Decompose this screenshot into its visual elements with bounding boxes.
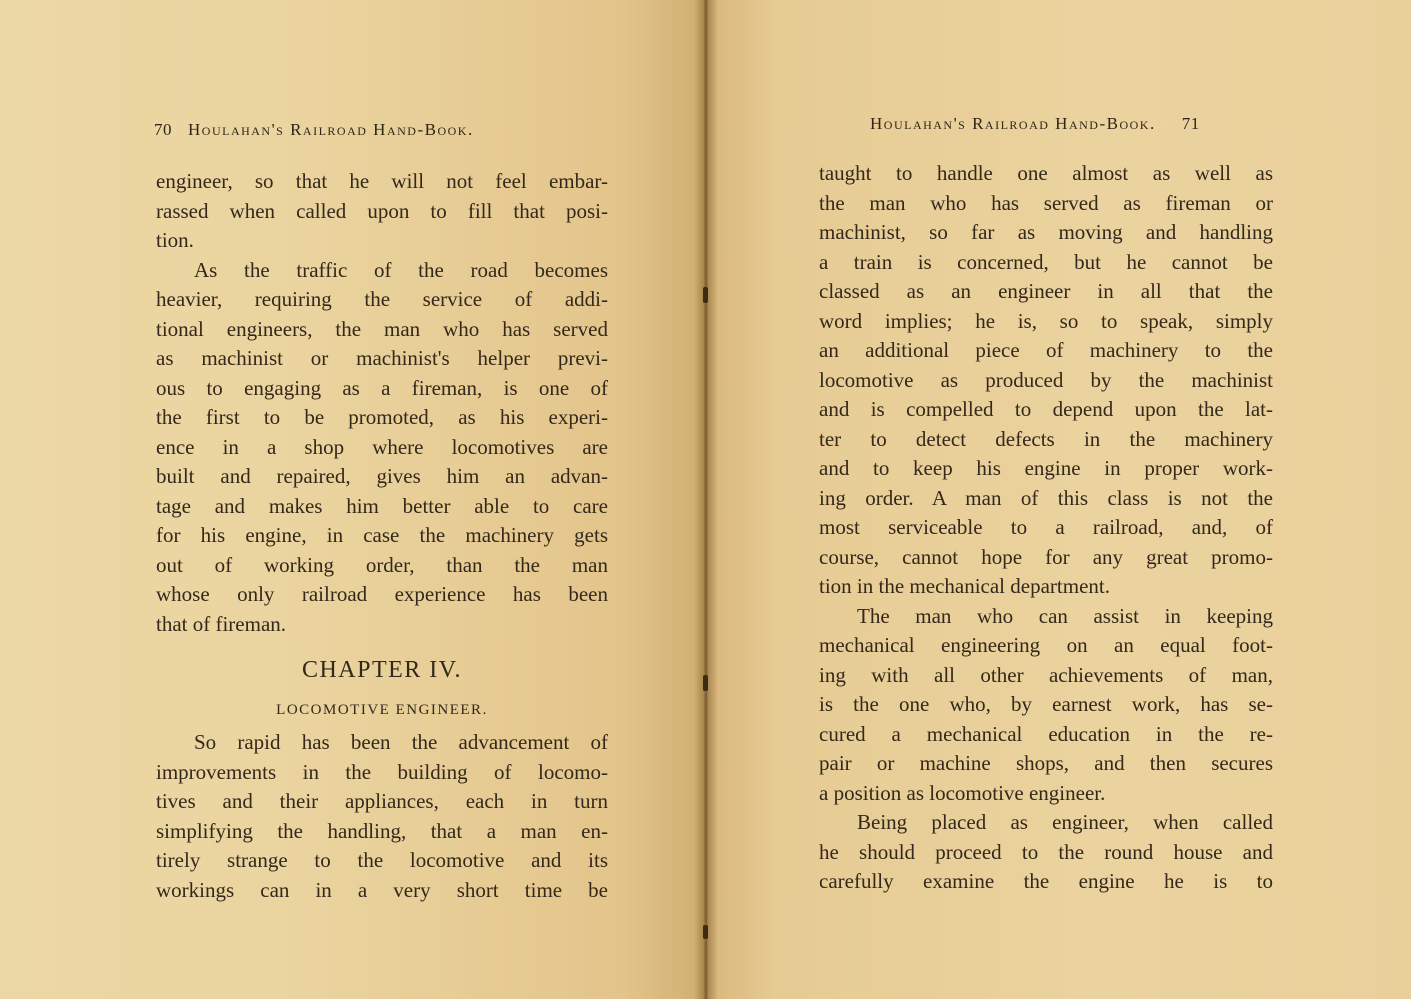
left-running-title: Houlahan's Railroad Hand-Book. [188, 120, 474, 139]
text-line: cured a mechanical education in the re- [819, 721, 1273, 746]
text-line: Being placed as engineer, when called [857, 810, 1273, 834]
text-line: a train is concerned, but he cannot be [819, 249, 1273, 274]
chapter-subtitle: LOCOMOTIVE ENGINEER. [276, 702, 488, 718]
text-line: tives and their appliances, each in turn [156, 789, 608, 813]
text-line: and is compelled to depend upon the lat- [819, 397, 1273, 421]
text-line: for his engine, in case the machinery gets [156, 523, 608, 547]
binding-thread [703, 925, 708, 939]
text-line: built and repaired, gives him an advan- [156, 464, 608, 488]
text-line: carefully examine the engine he is to [819, 869, 1273, 893]
text-line: ing order. A man of this class is not the [819, 485, 1273, 510]
text-line: an additional piece of machinery to the [819, 338, 1273, 362]
text-line: the first to be promoted, as his experi- [156, 405, 608, 429]
text-line: taught to handle one almost as well as [819, 161, 1273, 185]
right-running-head [870, 114, 1200, 134]
text-line: the man who has served as fireman or [819, 190, 1273, 215]
text-line: word implies; he is, so to speak, simply [819, 308, 1273, 333]
text-line: classed as an engineer in all that the [819, 279, 1273, 303]
text-line: locomotive as produced by the machinist [819, 367, 1273, 392]
right-running-title: Houlahan's Railroad Hand-Book. [870, 114, 1156, 133]
binding-thread [703, 287, 708, 303]
text-line: course, cannot hope for any great promo- [819, 544, 1273, 569]
text-line: ter to detect defects in the machinery [819, 426, 1273, 451]
text-line: as machinist or machinist's helper previ- [156, 346, 608, 370]
text-line: mechanical engineering on an equal foot- [819, 633, 1273, 657]
binding-thread [703, 675, 708, 691]
text-line: ing with all other achievements of man, [819, 662, 1273, 687]
left-page-number: 70 [154, 120, 172, 139]
text-line: tion. [156, 228, 194, 252]
text-line: most serviceable to a railroad, and, of [819, 515, 1273, 539]
text-line: tional engineers, the man who has served [156, 316, 608, 341]
text-line: a position as locomotive engineer. [819, 780, 1106, 805]
left-lower-text [156, 728, 608, 905]
right-page [706, 0, 1411, 999]
text-line: workings can in a very short time be [156, 877, 608, 902]
text-line: whose only railroad experience has been [156, 582, 608, 606]
text-line: out of working order, than the man [156, 552, 608, 577]
book-gutter [694, 0, 718, 999]
text-line: tage and makes him better able to care [156, 493, 608, 518]
text-line: engineer, so that he will not feel embar- [156, 169, 608, 193]
text-line: tion in the mechanical department. [819, 574, 1110, 598]
left-running-head [154, 120, 474, 140]
text-line: tirely strange to the locomotive and its [156, 848, 608, 872]
text-line: rassed when called upon to fill that posi- [156, 198, 608, 223]
text-line: simplifying the handling, that a man en- [156, 818, 608, 843]
text-line: is the one who, by earnest work, has se- [819, 692, 1273, 716]
text-line: machinist, so far as moving and handling [819, 220, 1273, 244]
right-body-text [819, 159, 1273, 897]
text-line: ous to engaging as a fireman, is one of [156, 375, 608, 400]
text-line: that of fireman. [156, 611, 287, 636]
text-line: he should proceed to the round house and [819, 839, 1273, 864]
left-upper-text [156, 167, 608, 639]
right-page-number: 71 [1181, 114, 1200, 133]
text-line: and to keep his engine in proper work- [819, 456, 1273, 480]
text-line: pair or machine shops, and then secures [819, 751, 1273, 775]
text-line: The man who can assist in keeping [857, 603, 1273, 628]
text-line: ence in a shop where locomotives are [156, 434, 608, 459]
chapter-title: CHAPTER IV. [301, 657, 463, 683]
text-line: heavier, requiring the service of addi- [156, 287, 608, 311]
text-line: So rapid has been the advancement of [194, 730, 608, 754]
text-line: improvements in the building of locomo- [156, 759, 608, 784]
text-line: As the traffic of the road becomes [194, 257, 608, 282]
